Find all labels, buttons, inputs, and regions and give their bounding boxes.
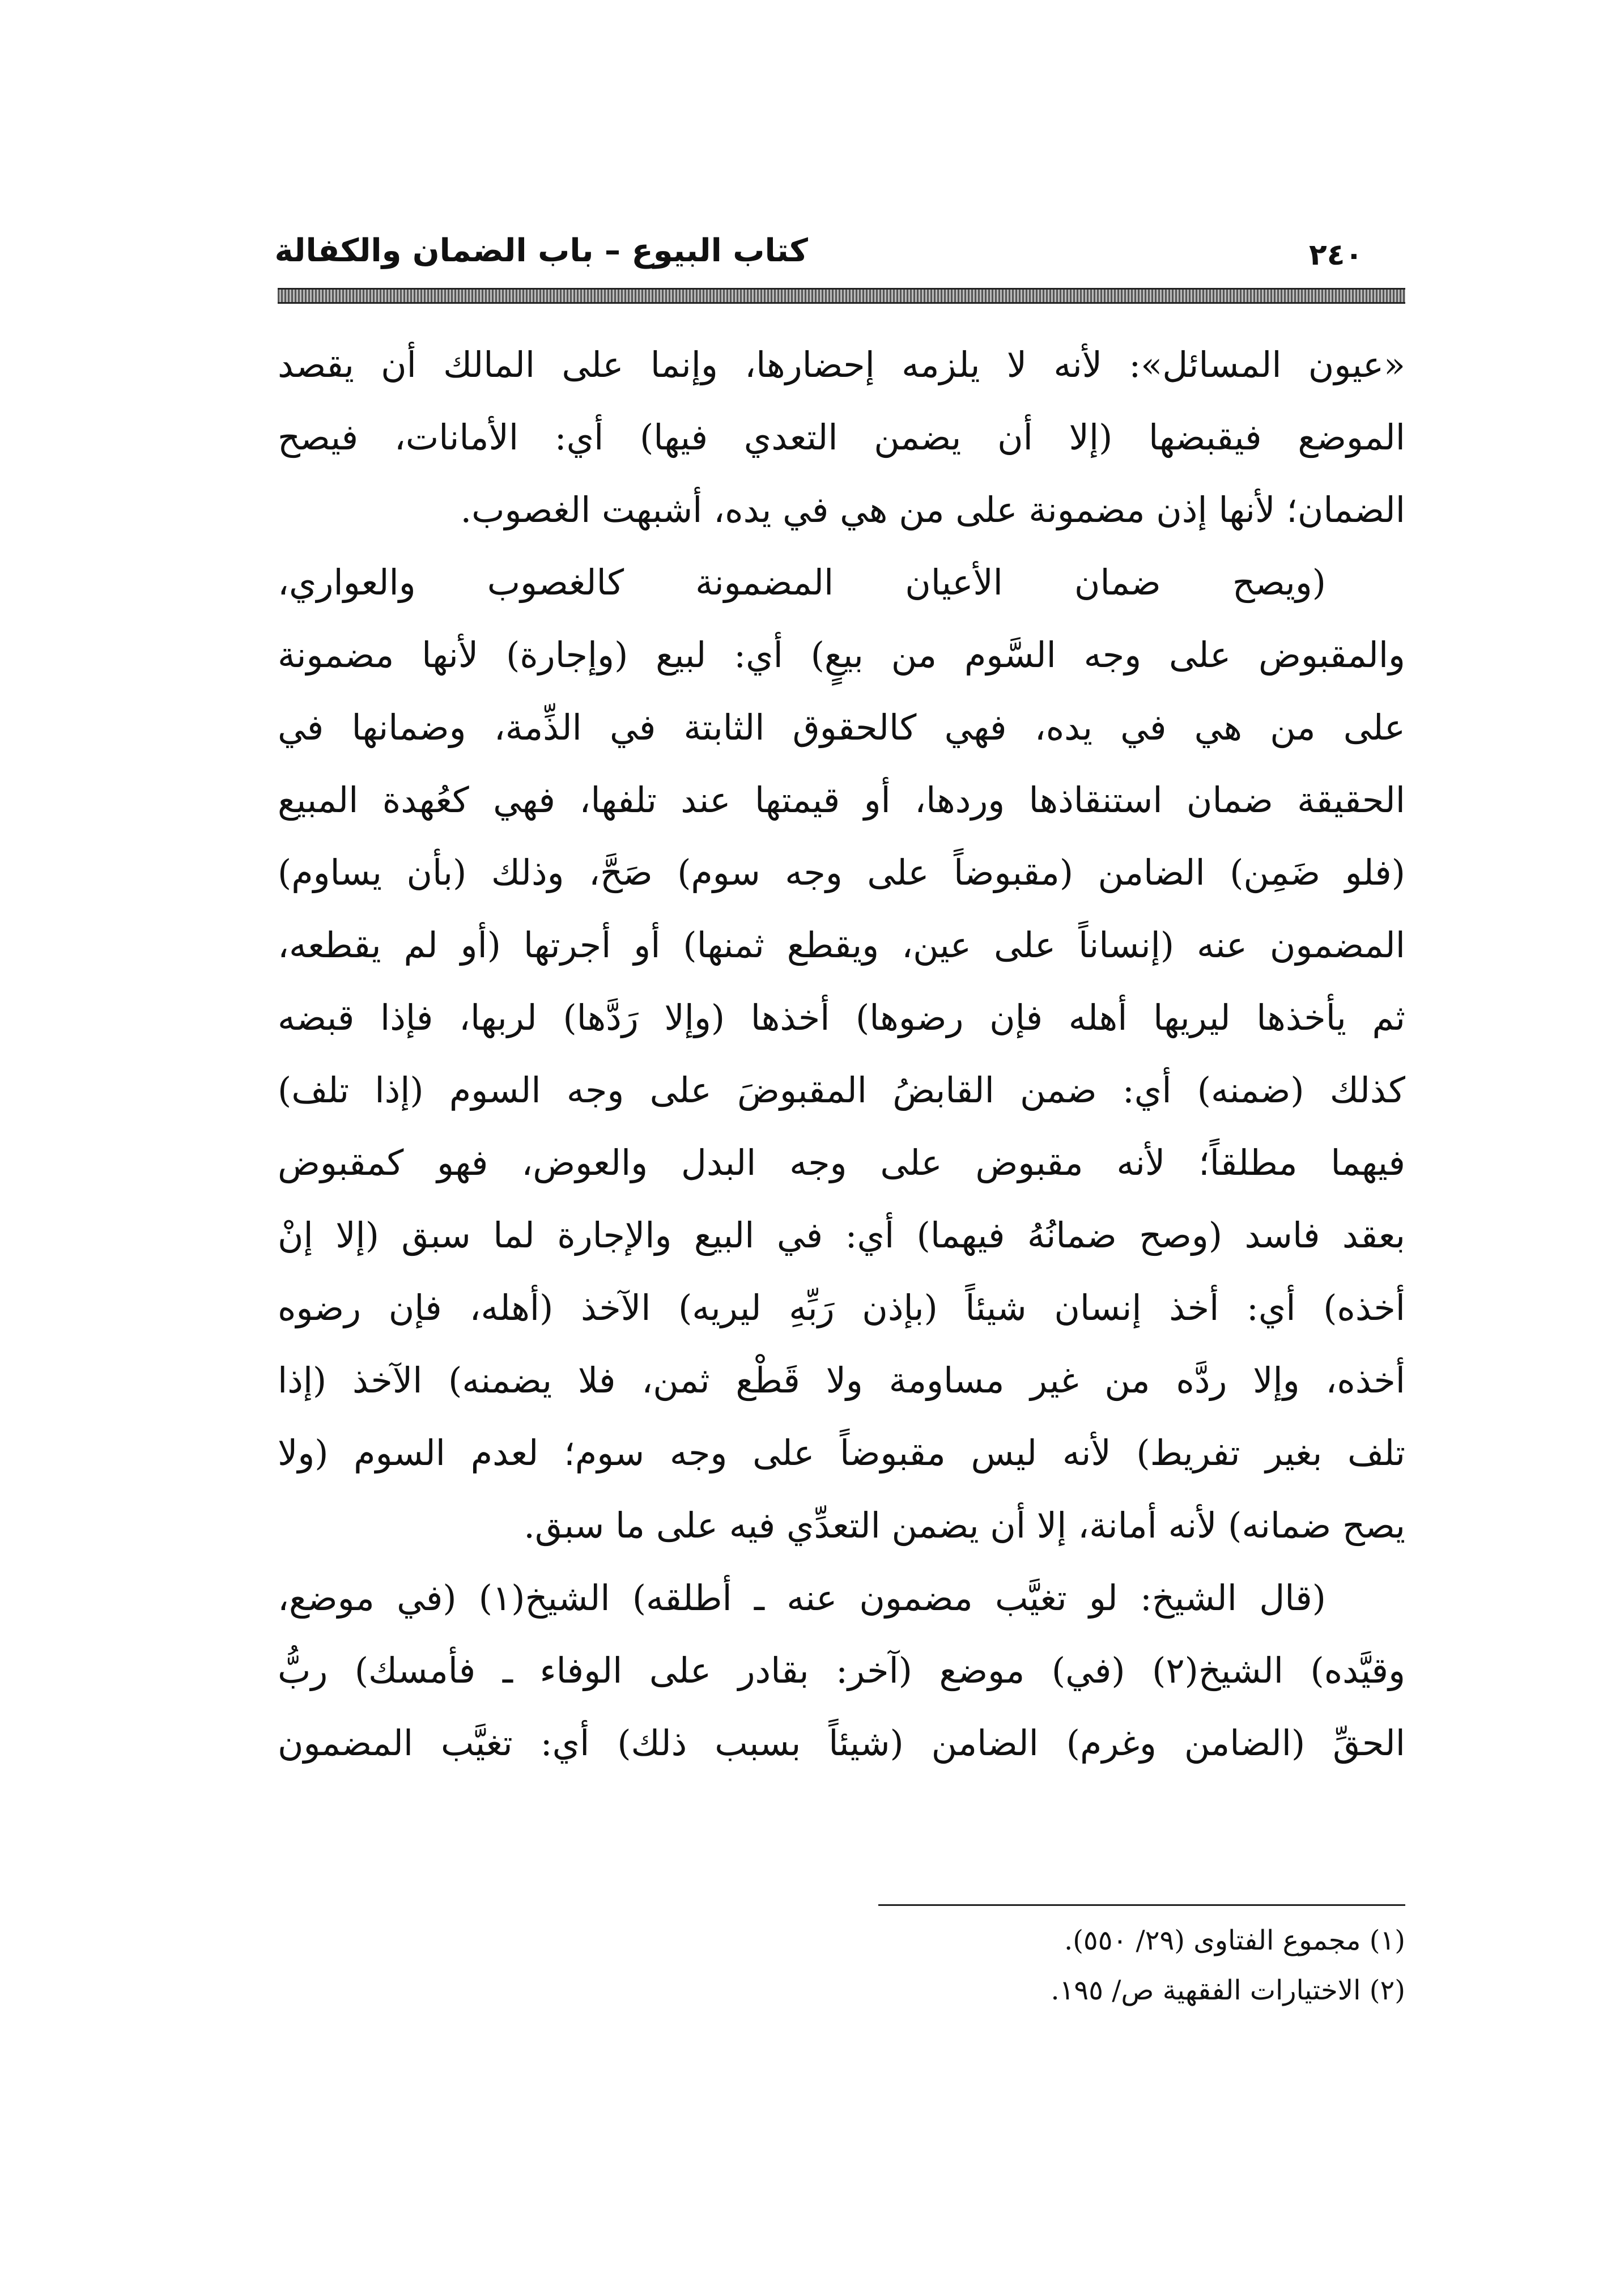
text-line: الحقيقة ضمان استنقاذها وردها، أو قيمتها عند تلفها، فهي كعُهدة المبيع xyxy=(278,779,1405,821)
text-line: (فلو ضَمِن) الضامن (مقبوضاً على وجه سوم) صَحَّ، وذلك (بأن يساوم) xyxy=(278,852,1405,893)
footnote-divider xyxy=(878,1904,1405,1906)
text-line: «عيون المسائل»: لأنه لا يلزمه إحضارها، وإنما على المالك أن يقصد xyxy=(278,344,1405,385)
text-line: بعقد فاسد (وصح ضمانُهُ فيهما) أي: في البيع والإجارة لما سبق (إلا إنْ xyxy=(278,1215,1405,1256)
text-line: تلف بغير تفريط) لأنه ليس مقبوضاً على وجه سوم؛ لعدم السوم (ولا xyxy=(278,1432,1405,1474)
text-line: أخذه، وإلا ردَّه من غير مساومة ولا قَطْع ثمن، فلا يضمنه) الآخذ (إذا xyxy=(278,1360,1405,1401)
text-line: (قال الشيخ: لو تغيَّب مضمون عنه ـ أطلقه) الشيخ(١) (في موضع، xyxy=(278,1577,1326,1619)
main-text-block xyxy=(278,329,1405,1780)
footnote-1: (١) مجموع الفتاوى (٢٩/ ٥٥٠). xyxy=(1064,1925,1405,1956)
text-line: أخذه) أي: أخذ إنسان شيئاً (بإذن رَبِّهِ ليريه) الآخذ (أهله، فإن رضوه xyxy=(278,1287,1405,1328)
text-line: الحقِّ (الضامن وغرم) الضامن (شيئاً بسبب ذلك) أي: تغيَّب المضمون xyxy=(278,1722,1405,1764)
text-line: كذلك (ضمنه) أي: ضمن القابضُ المقبوضَ على وجه السوم (إذا تلف) xyxy=(278,1069,1405,1111)
text-line: الموضع فيقبضها (إلا أن يضمن التعدي فيها) أي: الأمانات، فيصح xyxy=(278,417,1405,458)
text-line: وقيَّده) الشيخ(٢) (في) موضع (آخر: بقادر على الوفاء ـ فأمسك) ربُّ xyxy=(278,1650,1405,1691)
page-number: ٢٤٠ xyxy=(1309,238,1363,272)
text-line: والمقبوض على وجه السَّوم من بيعٍ) أي: لبيع (وإجارة) لأنها مضمونة xyxy=(278,634,1405,676)
footnote-2: (٢) الاختيارات الفقهية ص/ ١٩٥. xyxy=(1051,1974,1405,2006)
text-line: يصح ضمانه) لأنه أمانة، إلا أن يضمن التعدِّي فيه على ما سبق. xyxy=(524,1505,1405,1546)
text-line: ثم يأخذها ليريها أهله فإن رضوها) أخذها (وإلا رَدَّها) لربها، فإذا قبضه xyxy=(278,997,1405,1038)
footnotes xyxy=(278,1916,1405,2015)
text-line: الضمان؛ لأنها إذن مضمونة على من هي في يده، أشبهت الغصوب. xyxy=(460,489,1405,530)
header-divider xyxy=(278,288,1405,304)
text-line: على من هي في يده، فهي كالحقوق الثابتة في الذِّمة، وضمانها في xyxy=(278,707,1405,748)
text-line: المضمون عنه (إنساناً على عين، ويقطع ثمنها) أو أجرتها (أو لم يقطعه، xyxy=(278,924,1405,966)
running-header-title: كتاب البيوع – باب الضمان والكفالة xyxy=(274,232,808,269)
text-line: (ويصح ضمان الأعيان المضمونة كالغصوب والعواري، xyxy=(278,562,1326,603)
text-line: فيهما مطلقاً؛ لأنه مقبوض على وجه البدل والعوض، فهو كمقبوض xyxy=(278,1142,1405,1183)
